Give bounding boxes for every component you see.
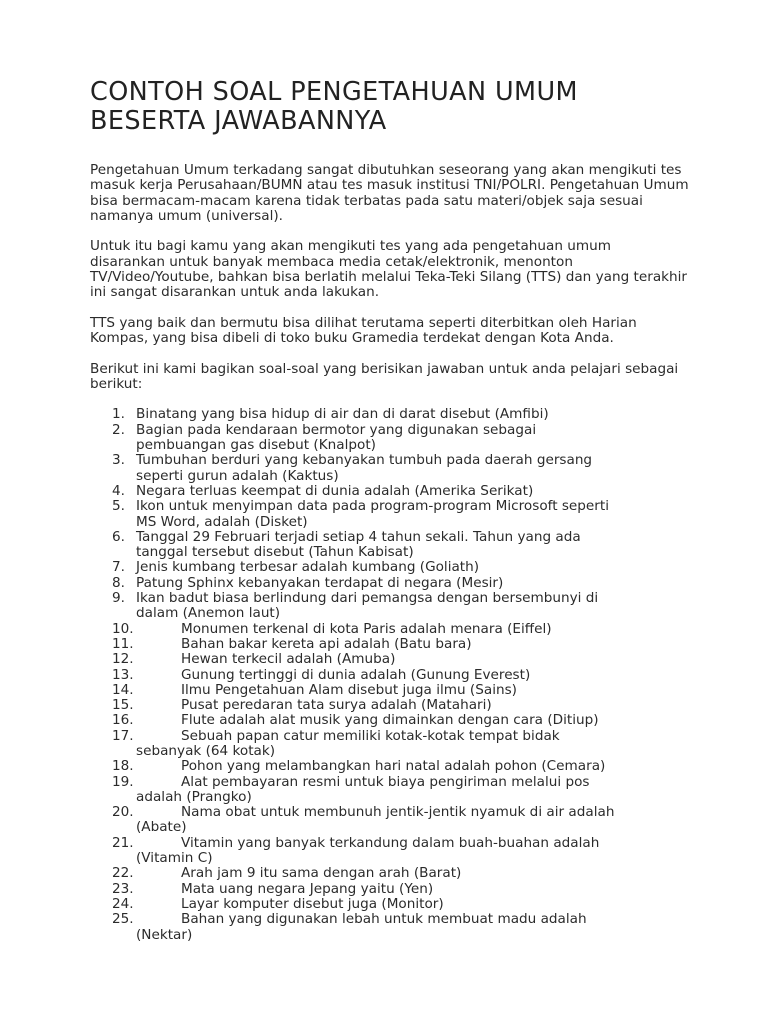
list-item-text: Alat pembayaran resmi untuk biaya pengiriman melalui pos (181, 773, 590, 790)
list-item-number: 6. (112, 528, 125, 545)
list-item (90, 484, 690, 499)
list-item-text: Ilmu Pengetahuan Alam disebut juga ilmu (Sains) (181, 681, 517, 698)
list-item (90, 668, 690, 683)
list-item-text: dalam (Anemon laut) (136, 605, 281, 622)
list-item-text: Tanggal 29 Februari terjadi setiap 4 tahun sekali. Tahun yang ada (136, 528, 581, 545)
list-item (90, 591, 690, 622)
list-item-text: sebanyak (64 kotak) (136, 742, 276, 759)
list-item (90, 729, 690, 760)
paragraph-list-intro: Berikut ini kami bagikan soal-soal yang berisikan jawaban untuk anda pelajari sebagai berikut: (90, 360, 679, 393)
list-item-text: Sebuah papan catur memiliki kotak-kotak tempat bidak (181, 727, 560, 744)
list-item-text: Ikan badut biasa berlindung dari pemangsa dengan bersembunyi di (136, 590, 599, 607)
list-item-number: 8. (112, 574, 125, 591)
list-item-text: Monumen terkenal di kota Paris adalah menara (Eiffel) (181, 620, 552, 637)
document-page (90, 78, 690, 943)
list-item-text: (Abate) (136, 819, 187, 836)
list-item-text: Bahan bakar kereta api adalah (Batu bara) (181, 635, 472, 652)
paragraph-advice: Untuk itu bagi kamu yang akan mengikuti tes yang ada pengetahuan umum disarankan untuk banyak membaca media cetak/elektronik, menonton TV/Video/Youtube, bahkan bisa berlatih melalui Teka-Teki Silang (TTS) dan yang terakhir ini sangat disarankan untuk anda lakukan. (90, 238, 688, 301)
list-item-number: 21. (112, 834, 134, 851)
list-item-number: 20. (112, 804, 134, 821)
list-item (90, 897, 690, 912)
list-item-text: Mata uang negara Jepang yaitu (Yen) (181, 880, 434, 897)
paragraph-intro: Pengetahuan Umum terkadang sangat dibutuhkan seseorang yang akan mengikuti tes masuk kerja Perusahaan/BUMN atau tes masuk institusi TNI/POLRI. Pengetahuan Umum bisa bermacam-macam karena tidak terbatas pada satu materi/objek saja sesuai namanya umum (universal). (90, 162, 689, 224)
list-item-text: (Vitamin C) (136, 850, 213, 867)
list-item-number: 17. (112, 727, 134, 744)
list-item-number: 23. (112, 880, 134, 897)
list-item (90, 637, 690, 652)
list-item (90, 882, 690, 897)
paragraph-tts: TTS yang baik dan bermutu bisa dilihat terutama seperti diterbitkan oleh Harian Kompas, yang bisa dibeli di toko buku Gramedia terdekat dengan Kota Anda. (90, 314, 637, 347)
list-item-text: Negara terluas keempat di dunia adalah (Amerika Serikat) (136, 482, 534, 499)
list-item-number: 19. (112, 773, 134, 790)
list-item-number: 25. (112, 911, 134, 928)
list-item-text: Bagian pada kendaraan bermotor yang digunakan sebagai (136, 421, 537, 438)
list-item-text: Flute adalah alat musik yang dimainkan dengan cara (Ditiup) (181, 712, 599, 729)
list-item-number: 1. (112, 406, 125, 423)
list-item-text: Jenis kumbang terbesar adalah kumbang (Goliath) (136, 559, 480, 576)
list-item-text: Vitamin yang banyak terkandung dalam buah-buahan adalah (181, 834, 600, 851)
list-item (90, 775, 690, 806)
list-item-text: Hewan terkecil adalah (Amuba) (181, 651, 396, 668)
list-item (90, 407, 690, 422)
list-item-number: 10. (112, 620, 134, 637)
list-item-number: 3. (112, 452, 125, 469)
list-item (90, 576, 690, 591)
list-item-text: Gunung tertinggi di dunia adalah (Gunung Everest) (181, 666, 531, 683)
list-item-text: Ikon untuk menyimpan data pada program-program Microsoft seperti (136, 498, 609, 515)
list-item (90, 912, 690, 943)
list-item-number: 11. (112, 635, 134, 652)
list-item-text: Arah jam 9 itu sama dengan arah (Barat) (181, 865, 462, 882)
list-item (90, 866, 690, 881)
list-item-text: adalah (Prangko) (136, 788, 252, 805)
list-item-text: MS Word, adalah (Disket) (136, 513, 308, 530)
list-item (90, 683, 690, 698)
list-item-text: (Nektar) (136, 926, 193, 943)
list-item-text: Bahan yang digunakan lebah untuk membuat madu adalah (181, 911, 587, 928)
list-item (90, 836, 690, 867)
list-item-text: Pohon yang melambangkan hari natal adalah pohon (Cemara) (181, 758, 606, 775)
list-item-text: Pusat peredaran tata surya adalah (Matahari) (181, 697, 492, 714)
list-item (90, 560, 690, 575)
list-item-number: 18. (112, 758, 134, 775)
list-item-number: 14. (112, 681, 134, 698)
list-item-number: 15. (112, 697, 134, 714)
list-item (90, 453, 690, 484)
list-item-number: 12. (112, 651, 134, 668)
question-answer-list (90, 407, 690, 942)
document-title: CONTOH SOAL PENGETAHUAN UMUM BESERTA JAWABANNYA (90, 77, 578, 136)
list-item-text: Patung Sphinx kebanyakan terdapat di negara (Mesir) (136, 574, 504, 591)
list-item (90, 652, 690, 667)
list-item (90, 530, 690, 561)
list-item-number: 22. (112, 865, 134, 882)
list-item-number: 4. (112, 482, 125, 499)
list-item (90, 759, 690, 774)
list-item-text: Binatang yang bisa hidup di air dan di darat disebut (Amfibi) (136, 406, 549, 423)
list-item-number: 13. (112, 666, 134, 683)
list-item-text: pembuangan gas disebut (Knalpot) (136, 437, 376, 454)
list-item (90, 622, 690, 637)
list-item-number: 16. (112, 712, 134, 729)
list-item-text: Layar komputer disebut juga (Monitor) (181, 895, 444, 912)
list-item-number: 7. (112, 559, 125, 576)
list-item-number: 24. (112, 895, 134, 912)
list-item-number: 2. (112, 421, 125, 438)
list-item-number: 9. (112, 590, 125, 607)
list-item (90, 805, 690, 836)
list-item-text: Nama obat untuk membunuh jentik-jentik nyamuk di air adalah (181, 804, 615, 821)
list-item (90, 698, 690, 713)
list-item-number: 5. (112, 498, 125, 515)
list-item (90, 499, 690, 530)
list-item-text: Tumbuhan berduri yang kebanyakan tumbuh pada daerah gersang (136, 452, 593, 469)
list-item (90, 423, 690, 454)
list-item-text: seperti gurun adalah (Kaktus) (136, 467, 339, 484)
list-item-text: tanggal tersebut disebut (Tahun Kabisat) (136, 544, 414, 561)
list-item (90, 713, 690, 728)
